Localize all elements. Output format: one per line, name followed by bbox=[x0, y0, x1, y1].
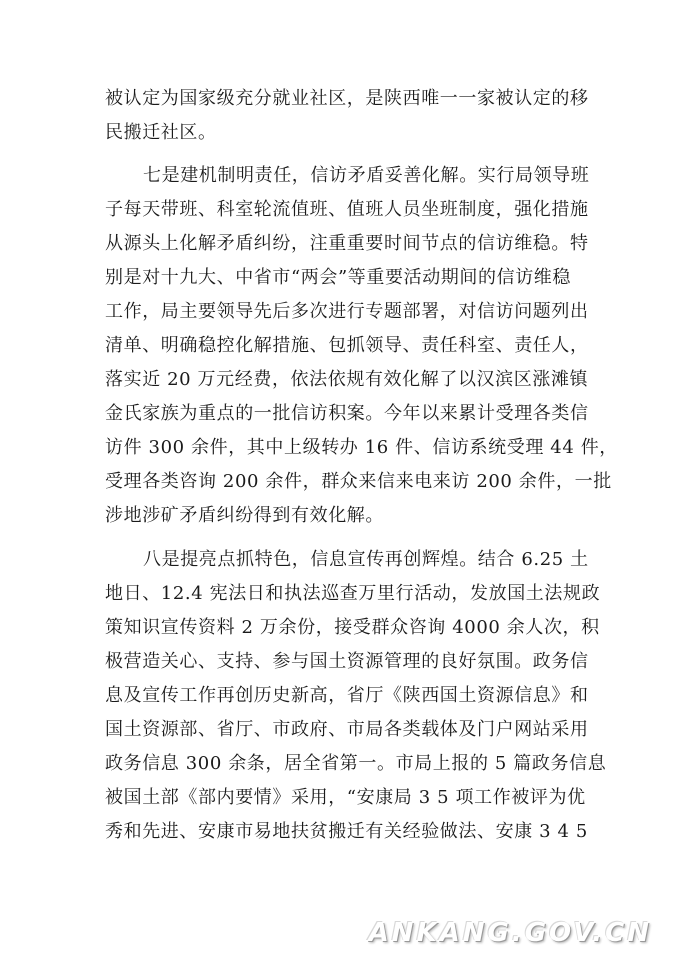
paragraph-7-line-8: 金氏家族为重点的一批信访积案。今年以来累计受理各类信 bbox=[105, 403, 589, 424]
paragraph-8-line-9: 秀和先进、安康市易地扶贫搬迁有关经验做法、安康 3 4 5 bbox=[105, 821, 588, 842]
paragraph-7-line-10: 受理各类咨询 200 余件，群众来信来电来访 200 余件，一批 bbox=[105, 471, 612, 492]
paragraph-8-line-3: 策知识宣传资料 2 万余份，接受群众咨询 4000 余人次，积 bbox=[105, 617, 600, 638]
paragraph-8-line-2: 地日、12.4 宪法日和执法巡查万里行活动，发放国土法规政 bbox=[105, 583, 601, 604]
paragraph-7-line-6: 清单、明确稳控化解措施、包抓领导、责任科室、责任人， bbox=[105, 335, 589, 356]
paragraph-8-line-8: 被国土部《部内要情》采用，“安康局 3 5 项工作被评为优 bbox=[105, 787, 586, 808]
text-line-1: 被认定为国家级充分就业社区，是陕西唯一一家被认定的移 bbox=[105, 88, 589, 109]
site-watermark: ANKANG.GOV.CN bbox=[368, 918, 652, 948]
text-line-2: 民搬迁社区。 bbox=[105, 122, 217, 143]
paragraph-7-line-7: 落实近 20 万元经费，依法依规有效化解了以汉滨区涨滩镇 bbox=[105, 369, 589, 390]
paragraph-7-line-4: 别是对十九大、中省市“两会”等重要活动期间的信访维稳 bbox=[105, 267, 572, 288]
paragraph-7-line-1: 七是建机制明责任，信访矛盾妥善化解。实行局领导班 bbox=[143, 165, 590, 186]
paragraph-8-line-1: 八是提亮点抓特色，信息宣传再创辉煌。结合 6.25 土 bbox=[143, 549, 589, 570]
paragraph-7-line-9: 访件 300 余件，其中上级转办 16 件、信访系统受理 44 件， bbox=[105, 437, 618, 458]
paragraph-8-line-7: 政务信息 300 余条，居全省第一。市局上报的 5 篇政务信息 bbox=[105, 753, 607, 774]
paragraph-8-line-5: 息及宣传工作再创历史新高，省厅《陕西国土资源信息》和 bbox=[105, 685, 589, 706]
paragraph-8-line-4: 极营造关心、支持、参与国土资源管理的良好氛围。政务信 bbox=[105, 651, 589, 672]
paragraph-8-line-6: 国土资源部、省厅、市政府、市局各类载体及门户网站采用 bbox=[105, 719, 589, 740]
paragraph-7-line-11: 涉地涉矿矛盾纠纷得到有效化解。 bbox=[105, 505, 384, 526]
paragraph-7-line-3: 从源头上化解矛盾纠纷，注重重要时间节点的信访维稳。特 bbox=[105, 233, 589, 254]
paragraph-7-line-5: 工作，局主要领导先后多次进行专题部署，对信访问题列出 bbox=[105, 301, 589, 322]
paragraph-7-line-2: 子每天带班、科室轮流值班、值班人员坐班制度，强化措施 bbox=[105, 199, 589, 220]
